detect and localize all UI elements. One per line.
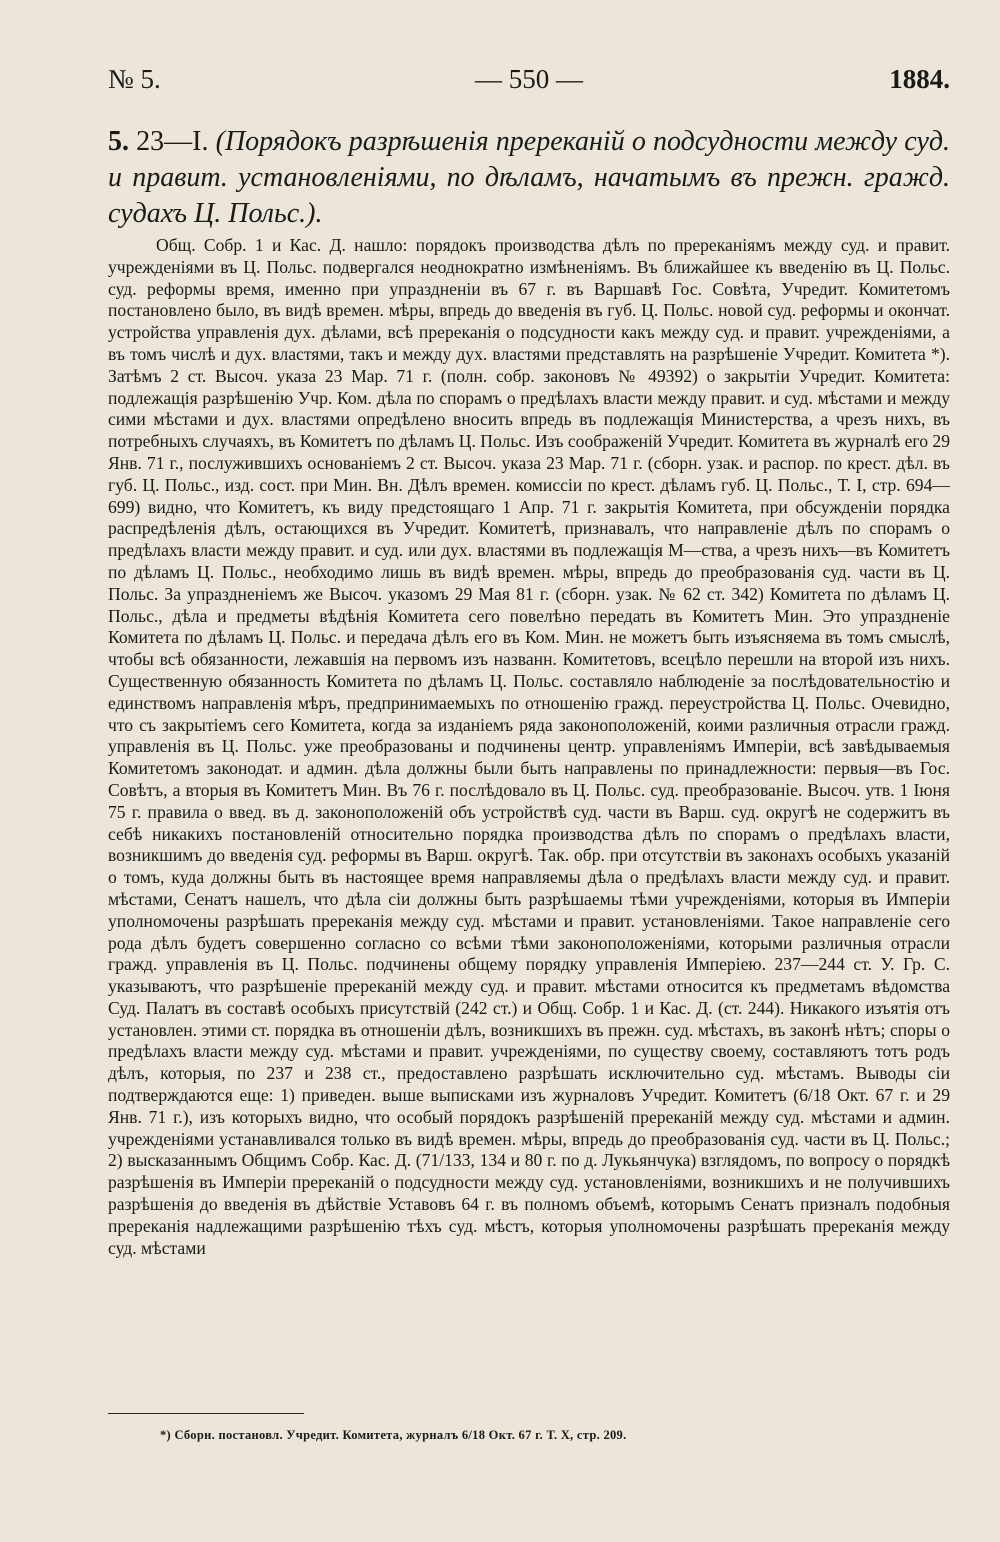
entry-heading [108,124,950,232]
body-text: Общ. Собр. 1 и Кас. Д. нашло: порядокъ производства дѣлъ по пререканіямъ между суд. и правит. учрежденіями въ Ц. Польс. подвергался неоднократно измѣненіямъ. Въ ближайшее къ введенію въ Ц. Польс. суд. реформы время, именно при упраздненіи въ 67 г. въ Варшавѣ Гос. Совѣта, Учредит. Комитетомъ постановлено было, въ видѣ времен. мѣры, впредь до введенія въ губ. Ц. Польс. новой суд. реформы и окончат. устройства управленія дух. дѣлами, всѣ пререканія о подсудности какъ между суд. и правит. учрежденіями, а въ томъ числѣ и дух. властями, такъ и между дух. властями представлять на разрѣшеніе Учредит. Комитета *). Затѣмъ 2 ст. Высоч. указа 23 Мар. 71 г. (полн. собр. законовъ № 49392) о закрытіи Учредит. Комитета: подлежащія разрѣшенію Учр. Ком. дѣла по спорамъ о предѣлахъ власти между правит. и суд. мѣстами и между сими мѣстами и дух. властями опредѣлено вносить впредь въ подлежащія Министерства, а чрезъ нихъ, въ потребныхъ случаяхъ, въ Комитетъ по дѣламъ Ц. Польс. Изъ соображеній Учредит. Комитета въ журналѣ его 29 Янв. 71 г., послужившихъ основаніемъ 2 ст. Высоч. указа 23 Мар. 71 г. (сборн. узак. и распор. по крест. дѣл. въ губ. Ц. Польс., изд. сост. при Мин. Вн. Дѣлъ времен. комиссіи по крест. дѣламъ губ. Ц. Польс., Т. I, стр. 694—699) видно, что Комитетъ, къ виду предстоящаго 1 Апр. 71 г. закрытія Комитета, при обсужденіи порядка распредѣленія дѣлъ, остающихся въ Учредит. Комитетѣ, признавалъ, что направленіе дѣлъ по спорамъ о предѣлахъ власти между правит. и суд. или дух. властями въ подлежащія М—ства, а чрезъ нихъ—въ Комитетъ по дѣламъ Ц. Польс., необходимо лишь въ видѣ времен. мѣры, впредь до преобразованія суд. части въ Ц. Польс. За упраздненіемъ же Высоч. указомъ 29 Мая 81 г. (сборн. узак. № 62 ст. 342) Комитета по дѣламъ Ц. Польс., дѣла и предметы вѣдѣнія Комитета сего повелѣно передать въ Комитетъ Мин. Это упраздненіе Комитета по дѣламъ Ц. Польс. и передача дѣлъ его въ Ком. Мин. не можетъ быть изъясняема въ томъ смыслѣ, чтобы всѣ обязанности, лежавшія на первомъ изъ названн. Комитетовъ, всецѣло перешли на второй изъ нихъ. Существенную обязанность Комитета по дѣламъ Ц. Польс. составляло наблюденіе за послѣдовательностію и единствомъ направленія мѣръ, предпринимаемыхъ по отношенію гражд. переустройства Ц. Польс. Очевидно, что съ закрытіемъ сего Комитета, когда за изданіемъ ряда законоположеній, коими различныя отрасли гражд. управленія въ Ц. Польс. уже преобразованы и подчинены центр. управленіямъ Имперіи, всѣ завѣдываемыя Комитетомъ законодат. и админ. дѣла должны были быть направлены по принадлежности: первыя—въ Гос. Совѣтъ, а вторыя въ Комитетъ Мин. Въ 76 г. послѣдовало въ Ц. Польс. суд. преобразованіе. Высоч. утв. 1 Іюня 75 г. правила о введ. въ д. законоположеній объ устройствѣ суд. части въ Варш. суд. округѣ не содержитъ въ себѣ никакихъ постановленій относительно порядка производства дѣлъ по спорамъ о предѣлахъ власти, возникшимъ до введенія суд. реформы въ Варш. округѣ. Так. обр. при отсутствіи въ законахъ особыхъ указаній о томъ, куда должны быть въ настоящее время направляемы дѣла о предѣлахъ власти между суд. и правит. мѣстами, Сенатъ нашелъ, что дѣла сіи должны быть разрѣшаемы тѣми учрежденіями, которыя въ Имперіи уполномочены разрѣшать пререканія между суд. мѣстами и правит. установленіями. Такое направленіе сего рода дѣлъ будетъ совершенно согласно со всѣми тѣми законоположеніями, которыми различныя отрасли гражд. управленія въ Ц. Польс. подчинены общему порядку управленія Имперіею. 237—244 ст. У. Гр. С. указываютъ, что разрѣшеніе пререканій между суд. и правит. мѣстами относится къ предметамъ вѣдомства Суд. Палатъ въ составѣ особыхъ присутствій (242 ст.) и Общ. Собр. 1 и Кас. Д. (ст. 244). Никакого изъятія отъ установлен. этими ст. порядка въ отношеніи дѣлъ, возникшихъ въ прежн. суд. мѣстахъ, въ законѣ нѣтъ; споры о предѣлахъ власти между суд. мѣстами и правит. учрежденіями, по существу своему, составляютъ тотъ родъ дѣлъ, которыя, по 237 и 238 ст., предоставлено разрѣшать исключительно суд. мѣстамъ. Выводы сіи подтверждаются еще: 1) приведен. выше выписками изъ журналовъ Учредит. Комитетъ (6/18 Окт. 67 г. и 29 Янв. 71 г.), изъ которыхъ видно, что особый порядокъ разрѣшеній пререканій между суд. мѣстами и админ. учрежденіями устанавливался только въ видѣ времен. мѣры, впредь до преобразованія суд. части въ Ц. Польс.; 2) высказаннымъ Общимъ Собр. Кас. Д. (71/133, 134 и 80 г. по д. Лукьянчука) взглядомъ, по вопросу о порядкѣ разрѣшенія въ Имперіи пререканій о подсудности между суд. установленіями, возникшихъ и не получившихъ разрѣшенія до введенія въ дѣйствіе Уставовъ 64 г. въ полномъ объемѣ, которымъ Сенатъ призналъ подобныя пререканія надлежащими разрѣшенію тѣхъ суд. мѣстъ, которыя уполномочены разрѣшать пререканія между суд. мѣстами [108,235,950,1258]
footnote-divider [108,1413,304,1414]
footnote: *) Сборн. постановл. Учредит. Комитета, журналъ 6/18 Окт. 67 г. Т. X, стр. 209. [160,1428,627,1442]
entry-title: (Порядокъ разрѣшенія пререканій о подсудности между суд. и правит. установленіями, по дѣламъ, начатымъ въ прежн. гражд. судахъ Ц. Польс.). [108,126,950,229]
entry-date: 23—I. [129,126,216,157]
issue-number: № 5. [108,64,161,94]
running-header [108,64,950,104]
entry-number: 5. [108,126,129,157]
year: 1884. [889,64,950,94]
page-number: — 550 — [475,64,583,94]
